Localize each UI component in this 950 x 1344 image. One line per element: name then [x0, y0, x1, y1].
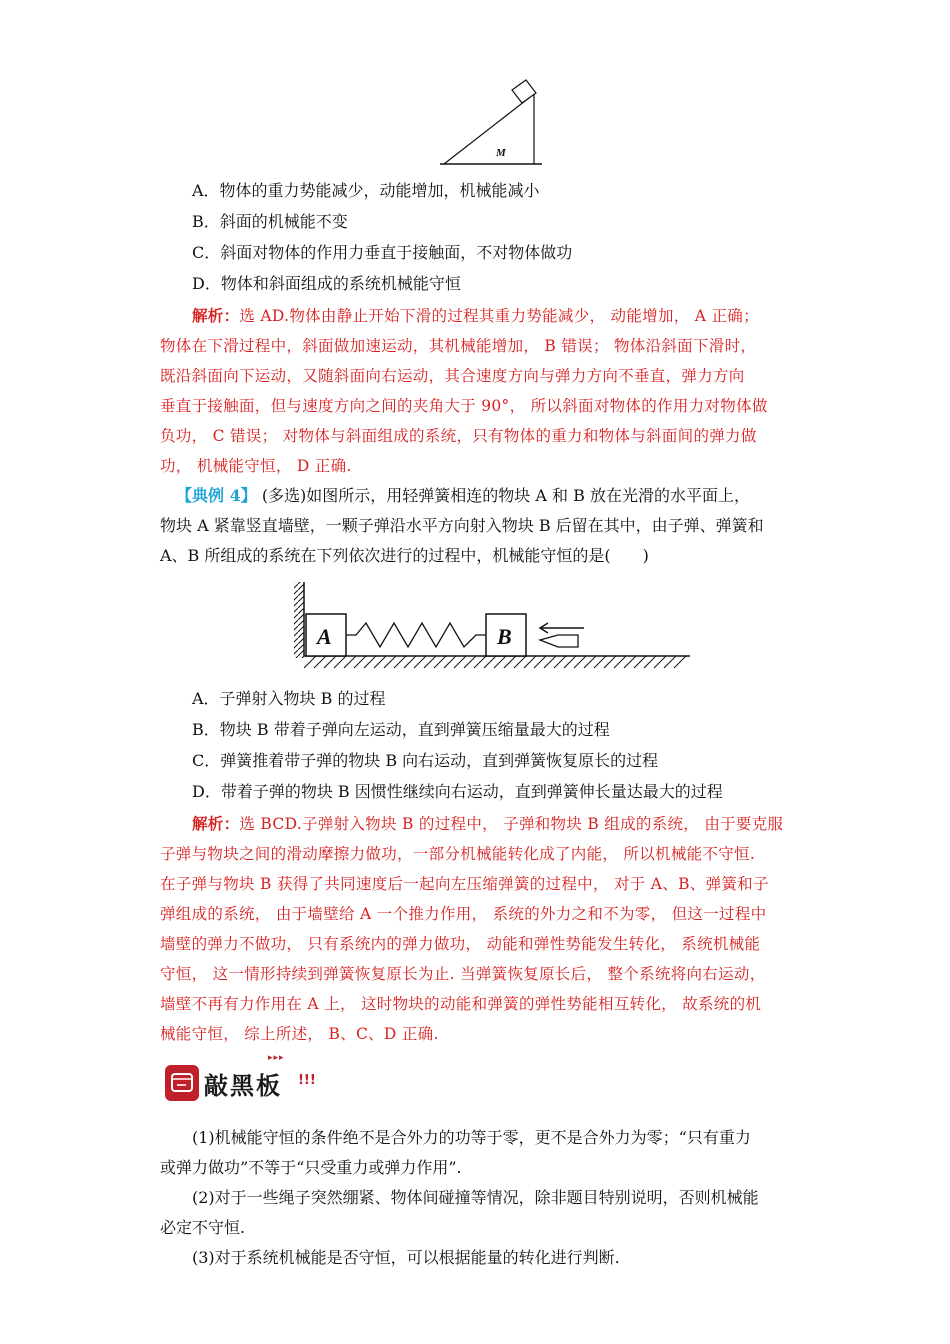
q3-option-d: D．物体和斜面组成的系统机械能守恒: [192, 274, 461, 293]
example4-line-3: A、B 所组成的系统在下列依次进行的过程中，机械能守恒的是( ): [160, 546, 649, 565]
q3-option-a: A．物体的重力势能减少，动能增加，机械能减小: [192, 181, 540, 200]
q3-analysis-line-2: 物体在下滑过程中，斜面做加速运动，其机械能增加， B 错误； 物体沿斜面下滑时，: [160, 337, 757, 355]
note-2-line-2: 必定不守恒.: [160, 1218, 246, 1237]
incline-figure: [436, 76, 546, 168]
q4-analysis-lead: 解析：: [192, 814, 240, 833]
floor-hatch: [304, 656, 686, 668]
q3-analysis-lead: 解析：: [192, 306, 240, 325]
q4-analysis-line-8: 械能守恒， 综上所述， B、C、D 正确.: [160, 1025, 439, 1043]
q3-analysis-line-3: 既沿斜面向下运动，又随斜面向右运动，其合速度方向与弹力方向不垂直，弹力方向: [160, 367, 745, 385]
note-1-line-1: (1)机械能守恒的条件绝不是合外力的功等于零，更不是合外力为零；“只有重力: [192, 1128, 751, 1147]
q3-option-c: C．斜面对物体的作用力垂直于接触面，不对物体做功: [192, 243, 573, 262]
banner-bang: !!!: [298, 1073, 316, 1088]
q3-analysis-line-5: 负功， C 错误； 对物体与斜面组成的系统，只有物体的重力和物体与斜面间的弹力做: [160, 427, 757, 445]
q3-analysis-line-6: 功， 机械能守恒， D 正确.: [160, 457, 352, 475]
q4-option-a: A．子弹射入物块 B 的过程: [192, 689, 386, 708]
example4-line-2: 物块 A 紧靠竖直墙壁，一颗子弹沿水平方向射入物块 B 后留在其中，由子弹、弹簧和: [160, 516, 764, 535]
banner-arrows: ▸▸▸: [268, 1053, 285, 1063]
note-2-line-1: (2)对于一些绳子突然绷紧、物体间碰撞等情况，除非题目特别说明，否则机械能: [192, 1188, 759, 1207]
incline-label-m: M: [496, 147, 506, 159]
q4-option-b: B．物块 B 带着子弹向左运动，直到弹簧压缩量最大的过程: [192, 720, 610, 739]
q4-analysis-line-4: 弹组成的系统， 由于墙壁给 A 一个推力作用， 系统的外力之和不为零， 但这一过程中: [160, 905, 767, 923]
example-tag: 【典例 4】: [176, 486, 257, 505]
q3-analysis-line-1: 解析：选 AD.物体由静止开始下滑的过程其重力势能减少， 动能增加， A 正确；: [192, 306, 759, 325]
q4-analysis-line-7: 墙壁不再有力作用在 A 上， 这时物块的动能和弹簧的弹性势能相互转化， 故系统的机: [160, 995, 762, 1013]
bullet: [540, 635, 578, 647]
note-3-line-1: (3)对于系统机械能是否守恒，可以根据能量的转化进行判断.: [192, 1248, 620, 1267]
q4-analysis-line-6: 守恒， 这一情形持续到弹簧恢复原长为止. 当弹簧恢复原长后， 整个系统将向右运动，: [160, 965, 766, 983]
spring-blocks-figure: [292, 578, 694, 670]
example4-line-1: 【典例 4】 (多选)如图所示，用轻弹簧相连的物块 A 和 B 放在光滑的水平面上，: [176, 486, 750, 505]
spring: [346, 623, 486, 647]
q4-analysis-line-5: 墙壁的弹力不做功， 只有系统内的弹力做功， 动能和弹性势能发生转化， 系统机械能: [160, 935, 761, 953]
q4-option-c: C．弹簧推着带子弹的物块 B 向右运动，直到弹簧恢复原长的过程: [192, 751, 659, 770]
q4-analysis-line-2: 子弹与物块之间的滑动摩擦力做功，一部分机械能转化成了内能， 所以机械能不守恒.: [160, 845, 756, 863]
block-b-label: B: [497, 624, 512, 649]
q4-analysis-line-3: 在子弹与物块 B 获得了共同速度后一起向左压缩弹簧的过程中， 对于 A、B、弹簧和子: [160, 875, 769, 893]
q4-analysis-line-1: 解析：选 BCD.子弹射入物块 B 的过程中， 子弹和物块 B 组成的系统， 由于要克服: [192, 814, 784, 833]
blackboard-icon: [164, 1064, 200, 1102]
block-a-label: A: [317, 624, 332, 649]
banner-title: 敲黑板: [204, 1072, 282, 1100]
note-1-line-2: 或弹力做功”不等于“只受重力或弹力作用”.: [160, 1158, 462, 1177]
q4-option-d: D．带着子弹的物块 B 因惯性继续向右运动，直到弹簧伸长量达最大的过程: [192, 782, 723, 801]
q3-option-b: B．斜面的机械能不变: [192, 212, 348, 231]
q3-analysis-line-4: 垂直于接触面，但与速度方向之间的夹角大于 90°， 所以斜面对物体的作用力对物体做: [160, 397, 768, 415]
